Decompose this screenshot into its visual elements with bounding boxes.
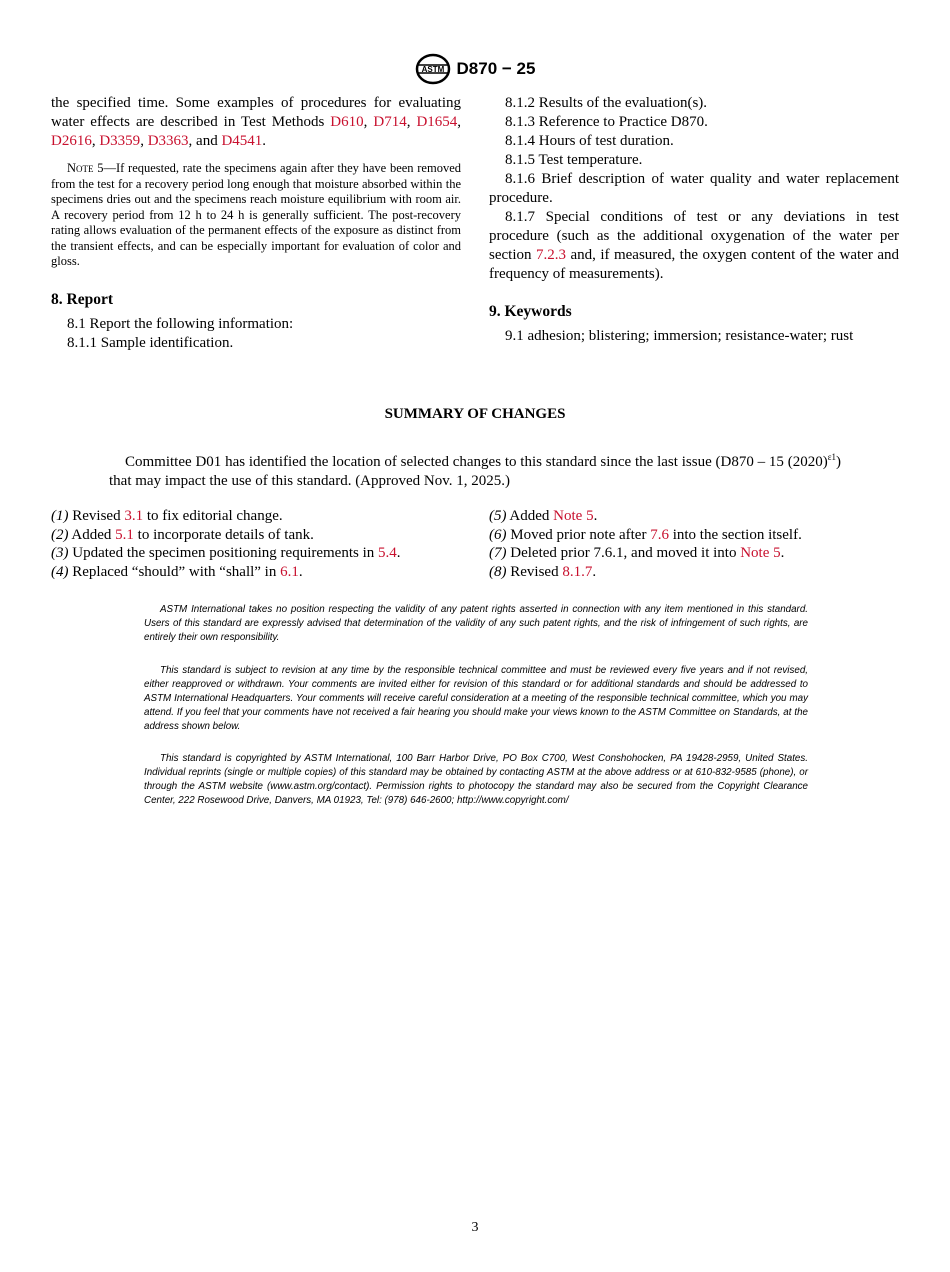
clause-8-1: 8.1 Report the following information: [67,315,294,332]
ref-d2616-link[interactable]: D2616 [51,133,92,149]
page-header [0,52,950,86]
ref-d3363-link[interactable]: D3363 [147,133,189,149]
change-item: (2) Added 5.1 to incorporate details of tank. [51,526,314,543]
change-item: (3) Updated the specimen positioning requirements in 5.4. [51,545,401,561]
right-column [489,94,899,346]
clause-8-1-1: 8.1.1 Sample identification. [67,334,234,351]
summary-body: Committee D01 has identified the location of selected changes to this standard since the last issue (D870 – 15 $(2020)^{\varepsilon 1}$) that may impact the use of this standard. (Approved Nov. 1, 2025.) [109,452,841,489]
ref-d4541-link[interactable]: D4541 [221,133,263,149]
clause-8-1-6: 8.1.6 Brief description of water quality and water replacement procedure. [489,171,899,206]
change-ref-link[interactable]: 7.6 [650,526,669,543]
designation-title: D870 − 25 [456,59,536,78]
svg-text:ASTM: ASTM [421,65,444,74]
note-5: Note 5—If requested, rate the specimens again after they have been removed from the test for a recovery period long enough that moisture absorbed within the specimens dries out and the specimens reach moisture equilibrium with room air. A recovery period from 12 h to 24 h is generally sufficient. The post-recovery rating allows evaluation of the permanent effects of the exposure as distinct from the transient effects, and can be especially important for evaluation of color and gloss. [51,161,461,268]
change-item: (1) Revised 3.1 to fix editorial change. [51,508,283,524]
ref-d1654-link[interactable]: D1654 [416,114,458,130]
change-item: (5) Added Note 5. [489,508,598,524]
section-8-heading: 8. Report [51,290,113,308]
change-item: (7) Deleted prior 7.6.1, and moved it into Note 5. [489,545,785,561]
clause-8-1-2: 8.1.2 Results of the evaluation(s). [505,95,708,111]
change-ref-link[interactable]: 6.1 [280,563,299,580]
change-item: (6) Moved prior note after 7.6 into the section itself. [489,526,802,543]
ref-d610-link[interactable]: D610 [330,114,364,130]
clause-8-1-3: 8.1.3 Reference to Practice D870. [505,114,708,130]
water-effects-paragraph: the specified time. Some examples of procedures for evaluating water effects are described in Test Methods D610, D714, D1654, D2616, D3359, D3363, and D4541. [51,95,462,149]
clause-8-1-5: 8.1.5 Test temperature. [505,152,643,168]
change-ref-link[interactable]: 3.1 [124,508,144,524]
ref-d714-link[interactable]: D714 [373,114,407,130]
change-item: (8) Revised 8.1.7. [489,563,597,580]
left-column [51,94,461,353]
note-label: Note [67,161,94,175]
patent-notice: ASTM International takes no position respecting the validity of any patent rights asserted in connection with any item mentioned in this standard. Users of this standard are expressly advised that determination of the validity of any such patent rights, and the risk of infringement of such rights, are entirely their own responsibility. [144,604,808,643]
change-ref-link[interactable]: Note 5 [553,508,594,524]
ref-d3359-link[interactable]: D3359 [99,133,141,149]
page-number: 3 [471,1220,479,1235]
changes-list-left [51,507,471,581]
summary-of-changes-heading: SUMMARY OF CHANGES [384,406,566,422]
section-9-heading: 9. Keywords [489,303,572,320]
change-ref-link[interactable]: 5.1 [115,526,134,543]
change-item: (4) Replaced “should” with “shall” in 6.1. [51,563,303,580]
clause-8-1-4: 8.1.4 Hours of test duration. [505,133,674,149]
clause-9-1: 9.1 adhesion; blistering; immersion; resistance-water; rust [505,328,854,344]
ref-7-2-3-link[interactable]: 7.2.3 [535,247,566,263]
change-ref-link[interactable]: 5.4 [378,545,397,561]
change-ref-link[interactable]: 8.1.7 [562,563,593,580]
changes-list-right [489,507,909,581]
change-ref-link[interactable]: Note 5 [740,545,781,561]
astm-logo-icon [415,53,451,85]
revision-notice: This standard is subject to revision at any time by the responsible technical committee and must be reviewed every five years and if not revised, either reapproved or withdrawn. Your comments are invited either for revision of this standard or for additional standards and should be addressed to ASTM International Headquarters. Your comments will receive careful consideration at a meeting of the responsible technical committee, which you may attend. If you feel that your comments have not received a fair hearing you should make your views known to the ASTM Committee on Standards, at the address shown below. [144,665,808,732]
copyright-notice: This standard is copyrighted by ASTM International, 100 Barr Harbor Drive, PO Box C700, West Conshohocken, PA 19428-2959, United States. Individual reprints (single or multiple copies) of this standard may be obtained by contacting ASTM at the above address or at 610-832-9585 (phone), or through the ASTM website (www.astm.org/contact). Permission rights to photocopy the standard may also be secured from the Copyright Clearance Center, 222 Rosewood Drive, Danvers, MA 01923, Tel: (978) 646-2600; http://www.copyright.com/ [144,753,808,806]
epsilon-superscript: ε1 [827,452,836,462]
clause-8-1-7: 8.1.7 Special conditions of test or any deviations in test procedure (such as the additional oxygenation of the water per section 7.2.3 and, if measured, the oxygen content of the water and frequency of measurements). [489,209,899,282]
